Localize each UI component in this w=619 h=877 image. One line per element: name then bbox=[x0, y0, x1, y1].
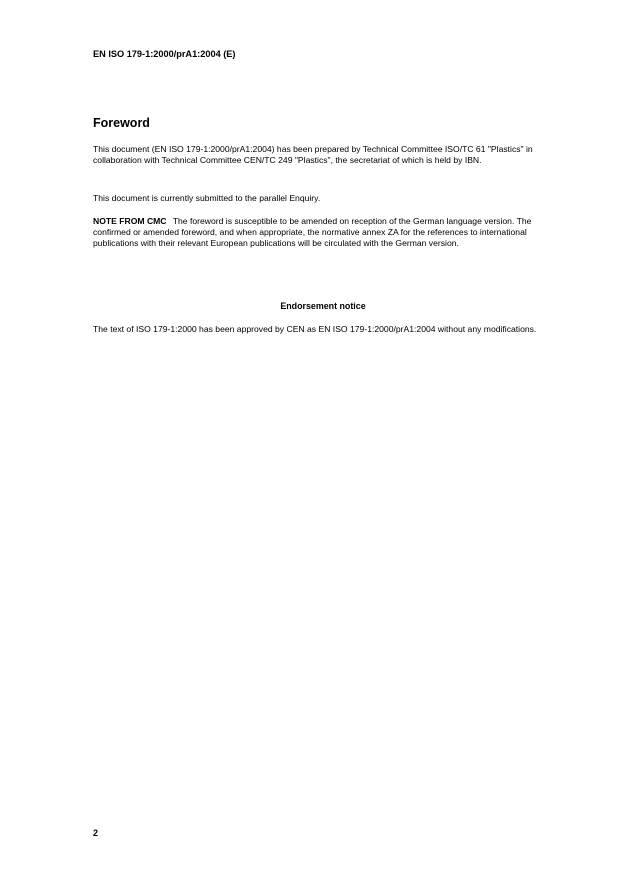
endorsement-heading: Endorsement notice bbox=[280, 301, 366, 311]
document-header: EN ISO 179-1:2000/prA1:2004 (E) bbox=[93, 49, 236, 59]
foreword-heading: Foreword bbox=[93, 116, 150, 130]
page-number: 2 bbox=[93, 828, 99, 838]
foreword-paragraph-2: This document is currently submitted to the parallel Enquiry. bbox=[93, 193, 321, 203]
cmc-note bbox=[93, 216, 553, 250]
cmc-note-label: NOTE FROM CMC bbox=[93, 216, 167, 226]
cmc-note-text: The foreword is susceptible to be amended on reception of the German language version. The confirmed or amended foreword, and when appropriate, the normative annex ZA for the references to international publications with their relevant European publications will be circulated with the German version. bbox=[93, 216, 532, 249]
endorsement-text: The text of ISO 179-1:2000 has been approved by CEN as EN ISO 179-1:2000/prA1:2004 without any modifications. bbox=[93, 324, 537, 334]
foreword-paragraph-1: This document (EN ISO 179-1:2000/prA1:2004) has been prepared by Technical Committee ISO/TC 61 "Plastics" in collaboration with Technical Committee CEN/TC 249 "Plastics", the secretariat of which is held by IBN. bbox=[93, 144, 533, 166]
